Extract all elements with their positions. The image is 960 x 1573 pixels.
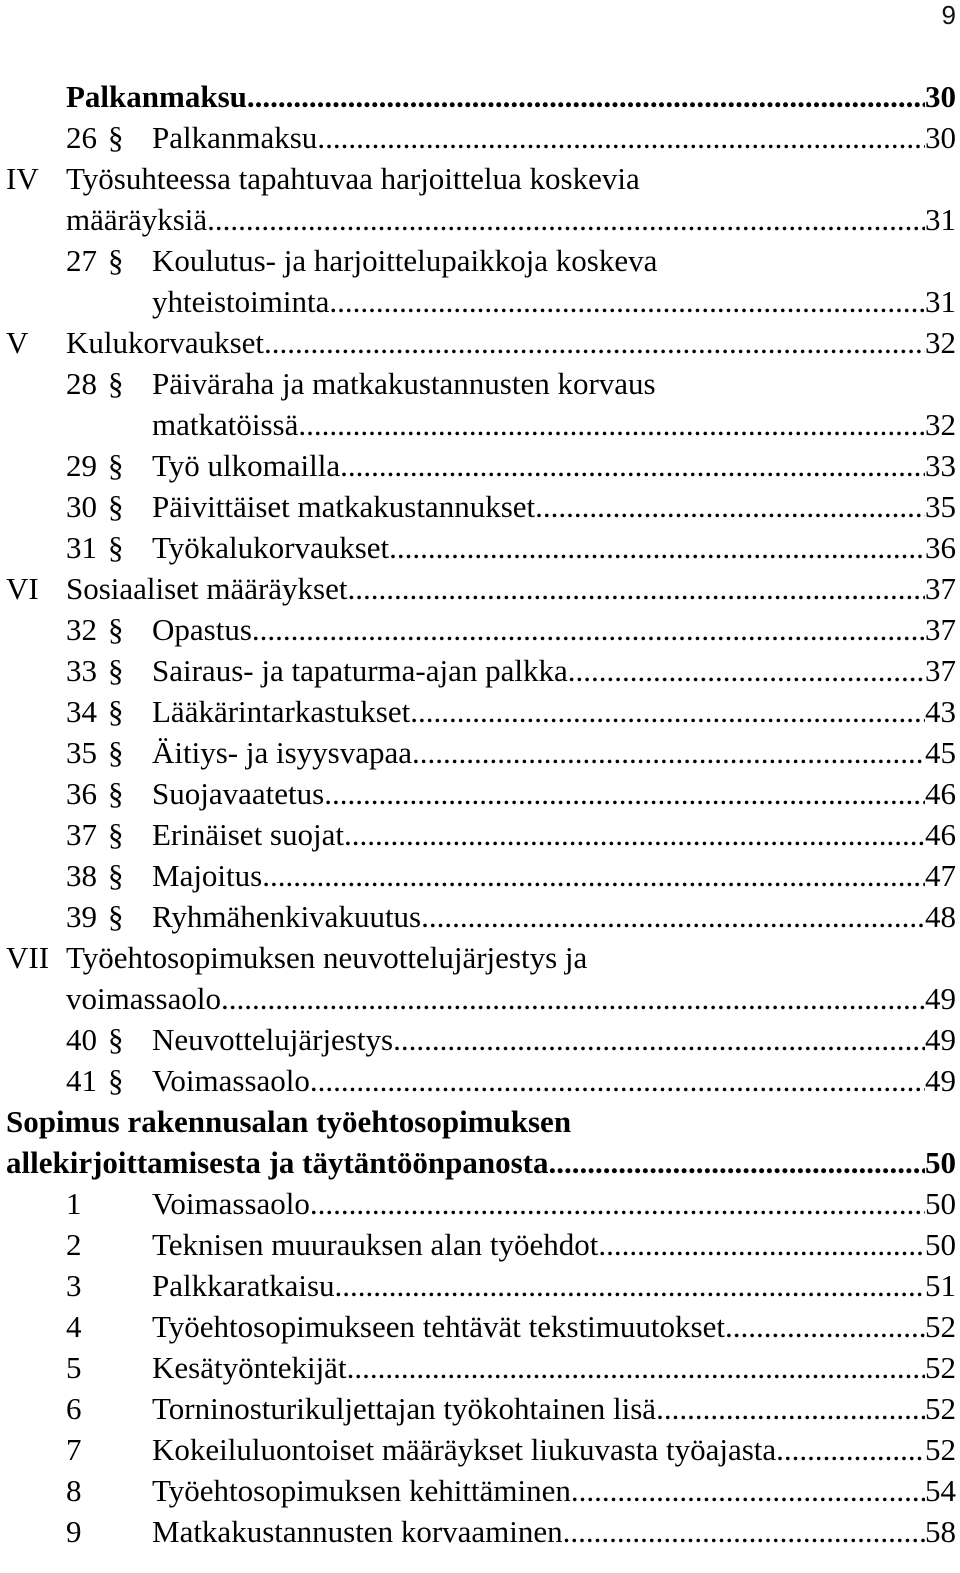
toc-entry [0, 1183, 956, 1224]
toc-entry [0, 199, 956, 240]
entry-page-number: 49 [925, 1022, 956, 1057]
section-symbol: § [108, 1022, 124, 1057]
entry-page-number: 31 [925, 284, 956, 319]
toc-entry [0, 568, 956, 609]
dot-leader [262, 855, 925, 896]
section-number: 9 [66, 1514, 82, 1549]
toc-entry [0, 978, 956, 1019]
toc-entry [0, 1470, 956, 1511]
section-number: 28 [66, 366, 97, 401]
section-symbol: § [108, 653, 124, 688]
dot-leader [340, 445, 925, 486]
entry-page-number: 48 [925, 899, 956, 934]
entry-page-number: 43 [925, 694, 956, 729]
toc-entry [0, 1347, 956, 1388]
toc-entry [0, 404, 956, 445]
section-number: 31 [66, 530, 97, 565]
entry-title: Työehtosopimuksen neuvottelujärjestys ja [66, 940, 588, 975]
entry-title: Työkalukorvaukset [152, 530, 390, 565]
toc-entry [0, 1060, 956, 1101]
dot-leader [393, 1019, 925, 1060]
toc-entry [0, 486, 956, 527]
dot-leader [571, 1470, 925, 1511]
toc-entry [0, 1142, 956, 1183]
entry-title: Työehtosopimuksen kehittäminen [152, 1473, 571, 1508]
dot-leader [207, 199, 925, 240]
entry-page-number: 46 [925, 817, 956, 852]
section-number: 2 [66, 1227, 82, 1262]
entry-page-number: 51 [925, 1268, 956, 1303]
toc-entry [0, 1511, 956, 1552]
entry-page-number: 50 [925, 1145, 956, 1180]
entry-title: Työehtosopimukseen tehtävät tekstimuutokset [152, 1309, 725, 1344]
dot-leader [310, 1060, 925, 1101]
section-symbol: § [108, 776, 124, 811]
entry-title: Lääkärintarkastukset [152, 694, 411, 729]
entry-title: Neuvottelujärjestys [152, 1022, 394, 1057]
toc-entry [0, 609, 956, 650]
section-number: 35 [66, 735, 97, 770]
toc-entry [0, 1388, 956, 1429]
dot-leader [310, 1183, 925, 1224]
section-number: 39 [66, 899, 97, 934]
section-number: 1 [66, 1186, 82, 1221]
dot-leader [535, 486, 925, 527]
entry-page-number: 52 [925, 1309, 956, 1344]
section-number: 32 [66, 612, 97, 647]
entry-title: Voimassaolo [152, 1186, 310, 1221]
entry-title: voimassaolo [66, 981, 221, 1016]
section-symbol: § [108, 530, 124, 565]
dot-leader [221, 978, 925, 1019]
entry-page-number: 37 [925, 653, 956, 688]
section-symbol: § [108, 489, 124, 524]
toc-entry [0, 158, 956, 199]
section-number: 4 [66, 1309, 82, 1344]
entry-title: Majoitus [152, 858, 263, 893]
toc-entry [0, 773, 956, 814]
dot-leader [247, 76, 925, 117]
entry-page-number: 35 [925, 489, 956, 524]
entry-title: Äitiys- ja isyysvapaa [152, 735, 413, 770]
entry-title: Työ ulkomailla [152, 448, 341, 483]
entry-title: Erinäiset suojat [152, 817, 344, 852]
toc-entry [0, 281, 956, 322]
toc-entry [0, 1265, 956, 1306]
dot-leader [348, 568, 926, 609]
entry-page-number: 49 [925, 1063, 956, 1098]
section-number: 40 [66, 1022, 97, 1057]
entry-page-number: 46 [925, 776, 956, 811]
entry-title: Päivittäiset matkakustannukset [152, 489, 536, 524]
dot-leader [317, 117, 925, 158]
section-symbol: § [108, 694, 124, 729]
entry-page-number: 37 [925, 612, 956, 647]
section-symbol: § [108, 899, 124, 934]
entry-title: Palkanmaksu [152, 120, 318, 155]
entry-title: Kesätyöntekijät [152, 1350, 347, 1385]
dot-leader [335, 1265, 925, 1306]
entry-page-number: 30 [925, 120, 956, 155]
toc-entry [0, 363, 956, 404]
entry-page-number: 52 [925, 1432, 956, 1467]
entry-title: Kokeiluluontoiset määräykset liukuvasta työajasta [152, 1432, 777, 1467]
toc-entry [0, 814, 956, 855]
dot-leader [412, 732, 925, 773]
toc-entry [0, 1019, 956, 1060]
entry-title: määräyksiä [66, 202, 208, 237]
toc-entry [0, 76, 956, 117]
entry-title: Voimassaolo [152, 1063, 310, 1098]
section-number: 8 [66, 1473, 82, 1508]
entry-title: Ryhmähenkivakuutus [152, 899, 422, 934]
section-number: 7 [66, 1432, 82, 1467]
entry-title: Sopimus rakennusalan työehtosopimuksen [6, 1104, 572, 1139]
dot-leader [329, 281, 925, 322]
entry-title: Opastus [152, 612, 252, 647]
chapter-numeral: V [6, 325, 29, 360]
entry-title: Palkkaratkaisu [152, 1268, 335, 1303]
entry-page-number: 33 [925, 448, 956, 483]
entry-title: Teknisen muurauksen alan työehdot [152, 1227, 599, 1262]
entry-page-number: 54 [925, 1473, 956, 1508]
chapter-numeral: VI [6, 571, 39, 606]
entry-page-number: 50 [925, 1227, 956, 1262]
entry-title: matkatöissä [152, 407, 299, 442]
section-symbol: § [108, 120, 124, 155]
entry-page-number: 30 [925, 79, 956, 114]
toc-entry [0, 117, 956, 158]
entry-page-number: 32 [925, 407, 956, 442]
entry-title: Matkakustannusten korvaaminen [152, 1514, 563, 1549]
dot-leader [776, 1429, 925, 1470]
section-symbol: § [108, 817, 124, 852]
entry-title: Sairaus- ja tapaturma-ajan palkka [152, 653, 568, 688]
toc-entry [0, 896, 956, 937]
section-number: 5 [66, 1350, 82, 1385]
toc-entry [0, 240, 956, 281]
section-number: 3 [66, 1268, 82, 1303]
table-of-contents [0, 76, 956, 1552]
section-number: 27 [66, 243, 97, 278]
toc-entry [0, 445, 956, 486]
dot-leader [410, 691, 925, 732]
entry-page-number: 36 [925, 530, 956, 565]
entry-page-number: 45 [925, 735, 956, 770]
dot-leader [298, 404, 925, 445]
dot-leader [324, 773, 925, 814]
entry-title: Koulutus- ja harjoittelupaikkoja koskeva [152, 243, 658, 278]
entry-page-number: 32 [925, 325, 956, 360]
section-symbol: § [108, 1063, 124, 1098]
dot-leader [656, 1388, 925, 1429]
dot-leader [252, 609, 925, 650]
entry-page-number: 47 [925, 858, 956, 893]
entry-title: Torninosturikuljettajan työkohtainen lisä [152, 1391, 657, 1426]
dot-leader [344, 814, 925, 855]
section-number: 38 [66, 858, 97, 893]
toc-entry [0, 1429, 956, 1470]
entry-title: Sosiaaliset määräykset [66, 571, 348, 606]
toc-entry [0, 691, 956, 732]
section-symbol: § [108, 366, 124, 401]
chapter-numeral: IV [6, 161, 39, 196]
section-number: 33 [66, 653, 97, 688]
section-number: 26 [66, 120, 97, 155]
entry-title: yhteistoiminta [152, 284, 330, 319]
entry-title: allekirjoittamisesta ja täytäntöönpanosta [6, 1145, 549, 1180]
toc-entry [0, 937, 956, 978]
entry-page-number: 49 [925, 981, 956, 1016]
section-number: 36 [66, 776, 97, 811]
toc-entry [0, 527, 956, 568]
entry-page-number: 52 [925, 1391, 956, 1426]
entry-page-number: 58 [925, 1514, 956, 1549]
dot-leader [563, 1511, 925, 1552]
section-symbol: § [108, 735, 124, 770]
toc-entry [0, 732, 956, 773]
toc-entry [0, 855, 956, 896]
dot-leader [548, 1142, 925, 1183]
toc-entry [0, 1306, 956, 1347]
section-symbol: § [108, 448, 124, 483]
entry-title: Suojavaatetus [152, 776, 325, 811]
entry-page-number: 52 [925, 1350, 956, 1385]
dot-leader [568, 650, 925, 691]
dot-leader [421, 896, 925, 937]
section-number: 37 [66, 817, 97, 852]
entry-title: Päiväraha ja matkakustannusten korvaus [152, 366, 656, 401]
section-number: 34 [66, 694, 97, 729]
dot-leader [264, 322, 925, 363]
dot-leader [389, 527, 925, 568]
dot-leader [725, 1306, 925, 1347]
entry-title: Palkanmaksu [66, 79, 247, 114]
section-number: 41 [66, 1063, 97, 1098]
toc-entry [0, 650, 956, 691]
entry-page-number: 37 [925, 571, 956, 606]
page-number: 9 [941, 0, 956, 30]
section-symbol: § [108, 858, 124, 893]
entry-title: Työsuhteessa tapahtuvaa harjoittelua koskevia [66, 161, 640, 196]
section-number: 6 [66, 1391, 82, 1426]
dot-leader [347, 1347, 925, 1388]
section-number: 29 [66, 448, 97, 483]
entry-page-number: 50 [925, 1186, 956, 1221]
section-symbol: § [108, 243, 124, 278]
dot-leader [598, 1224, 925, 1265]
toc-entry [0, 1224, 956, 1265]
section-symbol: § [108, 612, 124, 647]
entry-title: Kulukorvaukset [66, 325, 265, 360]
entry-page-number: 31 [925, 202, 956, 237]
toc-entry [0, 322, 956, 363]
section-number: 30 [66, 489, 97, 524]
toc-entry [0, 1101, 956, 1142]
chapter-numeral: VII [6, 940, 50, 975]
